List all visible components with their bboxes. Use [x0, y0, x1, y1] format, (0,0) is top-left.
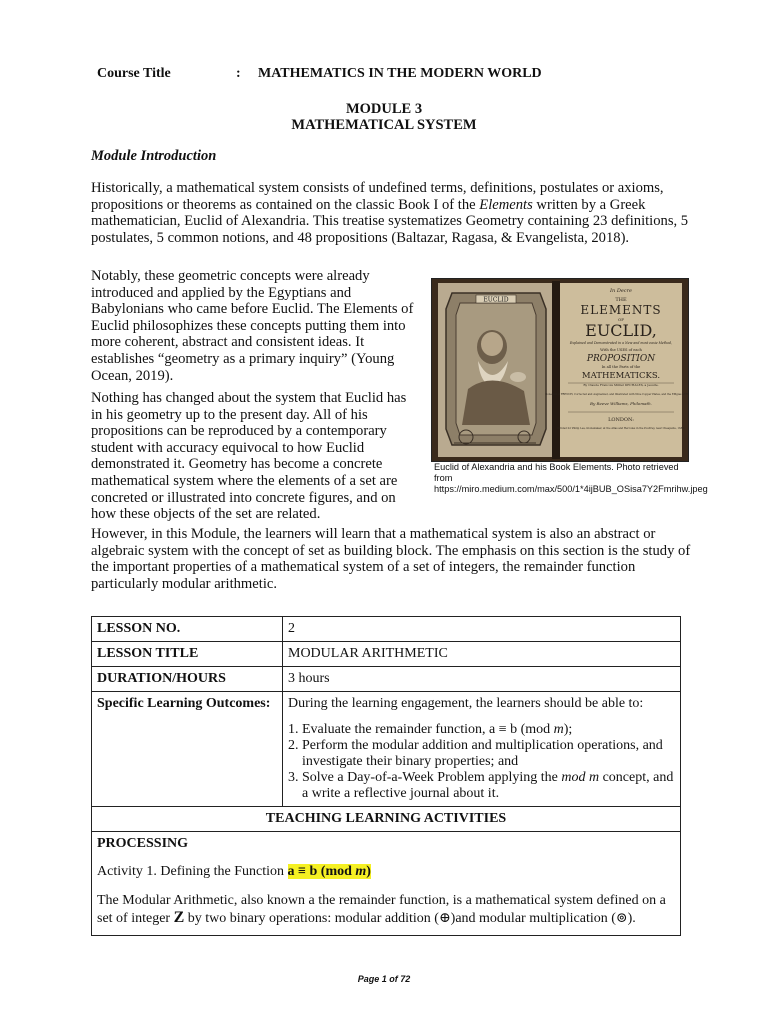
- euclid-book-photo: [431, 278, 689, 462]
- modular-text-b: by two binary operations: modular addition (⊕)and modular multiplication (⊚).: [184, 911, 636, 926]
- p1-text-b: written by a Greek mathematician, Euclid of Alexandria. This treatise systematizes Geometry containing 23 definitions, 5 postulates, 5 common notions, and 48 propositions (Baltazar, Ragasa, & Evangelista, 2018).: [91, 196, 689, 246]
- figure-caption: Euclid of Alexandria and his Book Elements. Photo retrieved from https://miro.medium.com/max/500/1*4ijBUB_OSisa7Y2Fmrihw.jpeg: [434, 462, 708, 495]
- intro-paragraph-2: Notably, these geometric concepts were already introduced and applied by the Egyptians and Babylonians who came before Euclid. The Elements of Euclid philosophizes these concepts putting them into more coherent, abstract and consistent ideas. It establishes “geometry as a primary inquiry” (Young Ocean, 2019).: [91, 268, 414, 384]
- euclid-book-illustration: [432, 279, 688, 461]
- outcomes-label: Specific Learning Outcomes:: [92, 692, 283, 807]
- intro-paragraph-1: [91, 180, 691, 246]
- activity-1-prefix: Activity 1. Defining the Function: [97, 864, 288, 879]
- course-title-label: Course Title: [97, 66, 171, 81]
- processing-row: [92, 832, 681, 936]
- duration-value: 3 hours: [283, 667, 681, 692]
- p1-elements-italic: Elements: [479, 196, 533, 213]
- p1-text-a: Historically, a mathematical system consists of undefined terms, definitions, postulates or axioms, propositions or theorems as contained on the classic Book I of the: [91, 180, 664, 213]
- duration-label: DURATION/HOURS: [92, 667, 283, 692]
- outcome-1-text-a: 1. Evaluate the remainder function, a ≡ b (mod: [288, 722, 554, 737]
- book-euclid: EUCLID,: [585, 321, 657, 340]
- page-footer: Page 1 of 72: [357, 974, 411, 984]
- course-title-value: MATHEMATICS IN THE MODERN WORLD: [258, 66, 542, 81]
- lesson-no-value: 2: [283, 617, 681, 642]
- processing-label: PROCESSING: [97, 836, 189, 851]
- lesson-title-value: MODULAR ARITHMETIC: [283, 642, 681, 667]
- book-of: OF: [617, 317, 625, 322]
- book-london: LONDON:: [608, 417, 634, 423]
- book-the: THE: [615, 297, 627, 303]
- book-translation: Done out of FRENCH, Corrected and Augmented, and Illustrated with Nine Copper Plates, and the Effigies of EUCLID.: [545, 393, 688, 396]
- book-mathematicks: MATHEMATICKS.: [581, 371, 661, 381]
- activities-heading-row: [92, 807, 681, 832]
- outcomes-intro: During the learning engagement, the learners should be able to:: [288, 696, 644, 711]
- integer-set-z: Z: [173, 909, 185, 926]
- outcomes-row: [92, 692, 681, 807]
- lesson-table: [91, 616, 681, 936]
- outcome-1: [288, 722, 675, 738]
- module-number: MODULE 3: [345, 101, 423, 117]
- outcome-3-text-b: concept, and a write a reflective journal about it.: [302, 770, 674, 801]
- outcome-1-m: m: [553, 722, 564, 737]
- intro-paragraph-4: However, in this Module, the learners will learn that a mathematical system is also an abstract or algebraic system with the concept of set as building block. The emphasis on this section is the study of the important properties of a mathematical system of a set of integers, the remainder function particularly modular arithmetic.: [91, 526, 691, 592]
- outcome-2: 2. Perform the modular addition and multiplication operations, and investigate their binary properties; and: [288, 738, 663, 769]
- book-elements: ELEMENTS: [580, 303, 662, 317]
- book-subtitle-1: Explained and Demonstrated in a New and most easie Method,: [569, 341, 673, 345]
- modular-text-a: The Modular Arithmetic, also known a the remainder function, is a mathematical system defined on a set of integer: [97, 893, 666, 926]
- activity-1-highlight: [288, 864, 371, 879]
- book-subtitle-2: With the USES of each: [600, 348, 642, 352]
- book-printer: Printed for Philip Lea, Globemaker, at the Atlas and Hercules in the Poultrey, near Cheapside, 1685.: [557, 427, 685, 430]
- lesson-title-row: [92, 642, 681, 667]
- outcome-3-text-a: 3. Solve a Day-of-a-Week Problem applying the: [288, 770, 562, 785]
- activity-1-hl-a: a ≡ b (mod: [287, 864, 356, 879]
- activity-1-hl-b: ): [366, 864, 371, 879]
- modular-arithmetic-paragraph: [97, 892, 675, 927]
- activities-heading: TEACHING LEARNING ACTIVITIES: [92, 807, 681, 832]
- book-author: By Claude Francois Milliet DECHALES, a Jesuite.: [583, 383, 659, 387]
- book-proposition: PROPOSITION: [586, 354, 656, 364]
- lesson-no-label: LESSON NO.: [92, 617, 283, 642]
- book-in-decre: In Decre: [610, 288, 632, 294]
- lesson-no-row: [92, 617, 681, 642]
- outcomes-list: [288, 722, 675, 802]
- intro-paragraph-3: Nothing has changed about the system that Euclid has in his geometry up to the present day. All of his propositions can be reproduced by a contemporary student with accuracy equivocal to how Euclid demonstrated it. Geometry has become a concrete mathematical system where the elements of a set are concreted or illustrated into concrete figures, and on how these objects of the set are related.: [91, 390, 407, 523]
- activity-1-line: [97, 864, 675, 880]
- book-translator: By Reeve Williams, Philomath.: [590, 401, 652, 406]
- lesson-title-label: LESSON TITLE: [92, 642, 283, 667]
- processing-cell: [92, 832, 681, 936]
- outcome-1-text-b: );: [563, 722, 573, 737]
- outcome-3: [288, 770, 675, 802]
- module-title: MATHEMATICAL SYSTEM: [291, 117, 477, 133]
- book-subtitle-3: In all the Parts of the: [601, 365, 641, 369]
- outcomes-cell: [283, 692, 681, 807]
- intro-heading: Module Introduction: [91, 148, 217, 164]
- duration-row: [92, 667, 681, 692]
- portrait-label: EUCLID: [483, 296, 509, 304]
- activity-1-hl-m: m: [355, 864, 367, 879]
- outcome-3-italic: mod m: [561, 770, 600, 785]
- course-title-colon: :: [236, 66, 241, 81]
